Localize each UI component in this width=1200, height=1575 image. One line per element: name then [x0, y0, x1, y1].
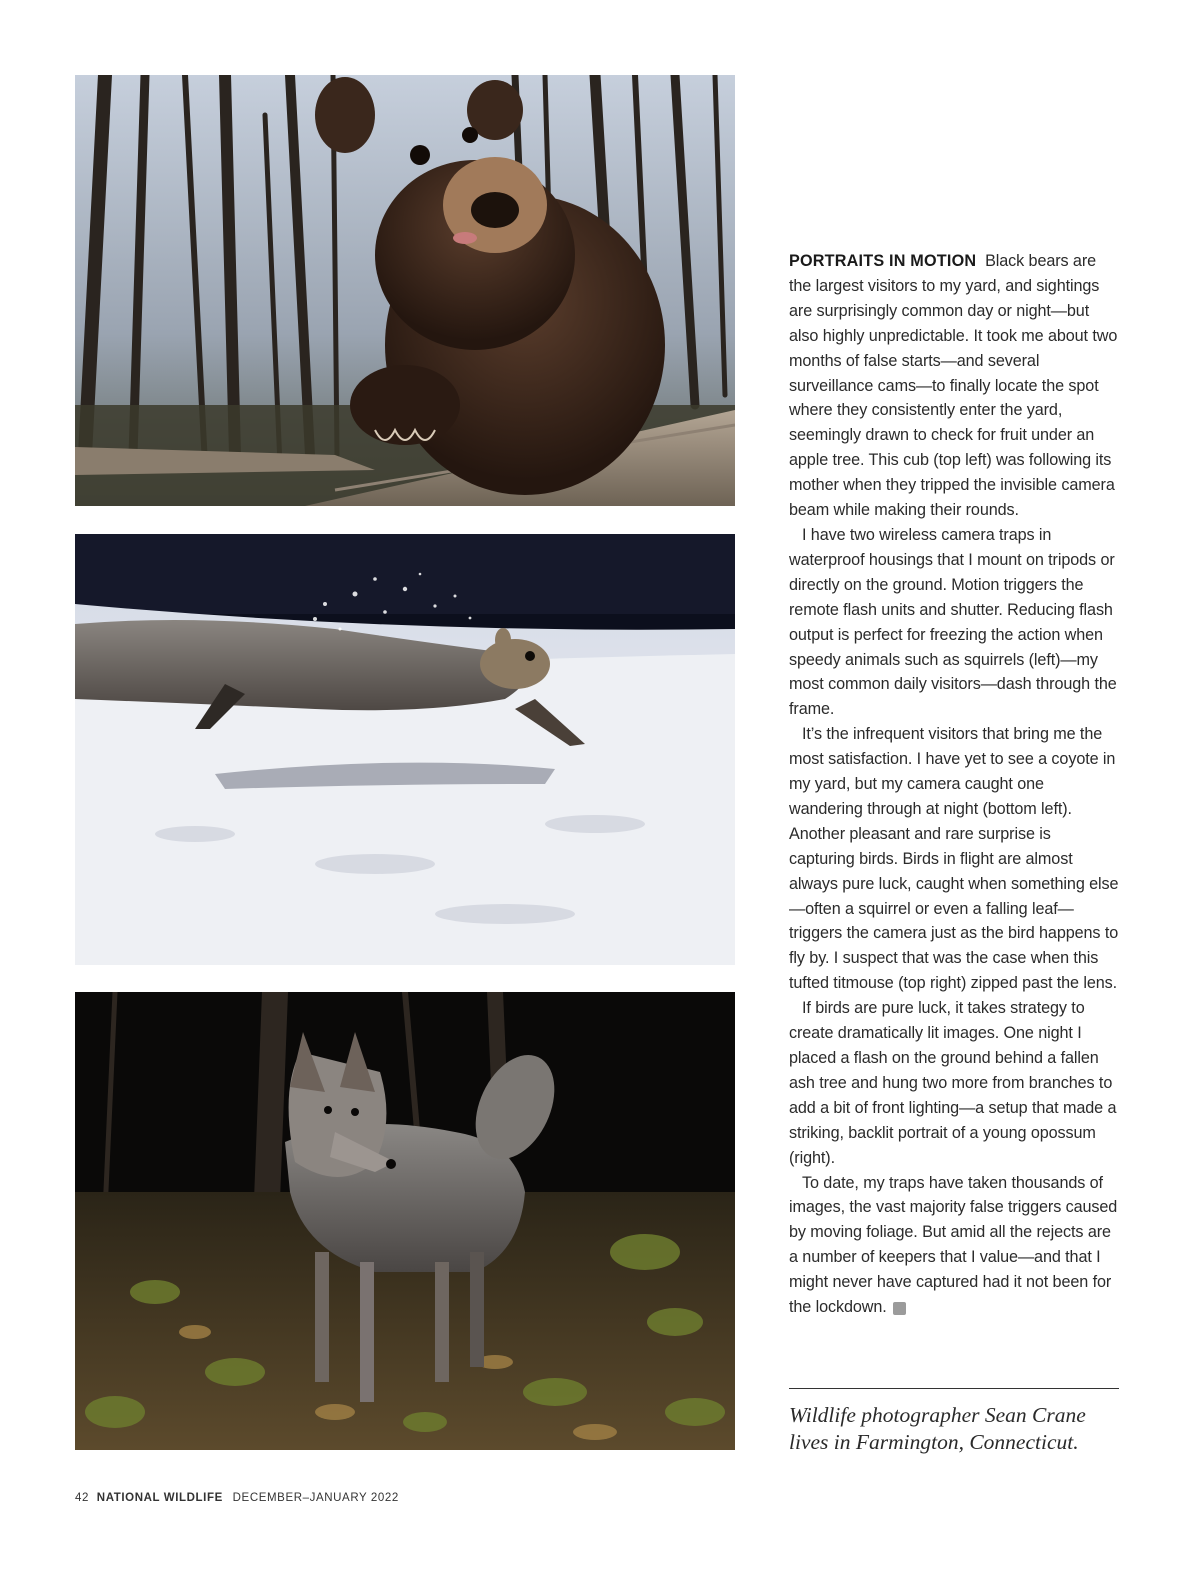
bear-cub-image: [75, 75, 735, 506]
issue-date: DECEMBER–JANUARY 2022: [232, 1492, 399, 1504]
article-column: [789, 249, 1119, 1320]
end-mark-icon: W: [893, 1302, 906, 1315]
coyote-image: [75, 992, 735, 1450]
photo-bear-cub: [75, 75, 735, 506]
magazine-name: NATIONAL WILDLIFE: [96, 1492, 223, 1504]
paragraph-3: It’s the infrequent visitors that bring me the most satisfaction. I have yet to see a coyote in my yard, but my camera caught one wandering through at night (bottom left). Another pleasant and rare surprise is capturing birds. Birds in flight are almost always pure luck, caught when something else—often a squirrel or even a falling leaf—triggers the camera just as the bird happens to fly by. I suspect that was the case when this tufted titmouse (top right) zipped past the lens.: [789, 725, 1119, 993]
credit-divider: [789, 1388, 1119, 1389]
photo-squirrel: [75, 534, 735, 965]
squirrel-image: [75, 534, 735, 965]
lead-in: PORTRAITS IN MOTION: [789, 252, 977, 270]
photographer-credit: Wildlife photographer Sean Crane lives in Farmington, Connecticut.: [789, 1403, 1086, 1454]
page-number: 42: [75, 1492, 89, 1504]
paragraph-1: [789, 249, 1119, 523]
paragraph-5-text: To date, my traps have taken thousands of images, the vast majority false triggers caused by moving foliage. But amid all the rejects are a number of keepers that I value—and that I might never have captured had it not been for the lockdown.: [789, 1173, 1118, 1317]
paragraph-5: [789, 1171, 1119, 1320]
article-body: [789, 249, 1119, 1320]
photo-coyote: [75, 992, 735, 1450]
page-footer: [75, 1492, 399, 1504]
paragraph-1-text: Black bears are the largest visitors to my yard, and sightings are surprisingly common day or night—but also highly unpredictable. It took me about two months of false starts—and several surveillance cams—to finally locate the spot where they consistently enter the yard, seemingly drawn to check for fruit under an apple tree. This cub (top left) was following its mother when they tripped the invisible camera beam while making their rounds.: [789, 252, 1118, 520]
paragraph-2: I have two wireless camera traps in waterproof housings that I mount on tripods or directly on the ground. Motion triggers the remote flash units and shutter. Reducing flash output is perfect for freezing the action when speedy animals such as squirrels (left)—my most common daily visitors—dash through the frame.: [789, 525, 1117, 719]
paragraph-4: If birds are pure luck, it takes strategy to create dramatically lit images. One night I placed a flash on the ground behind a fallen ash tree and hung two more from branches to add a bit of front lighting—a setup that made a striking, backlit portrait of a young opossum (right).: [789, 999, 1117, 1167]
